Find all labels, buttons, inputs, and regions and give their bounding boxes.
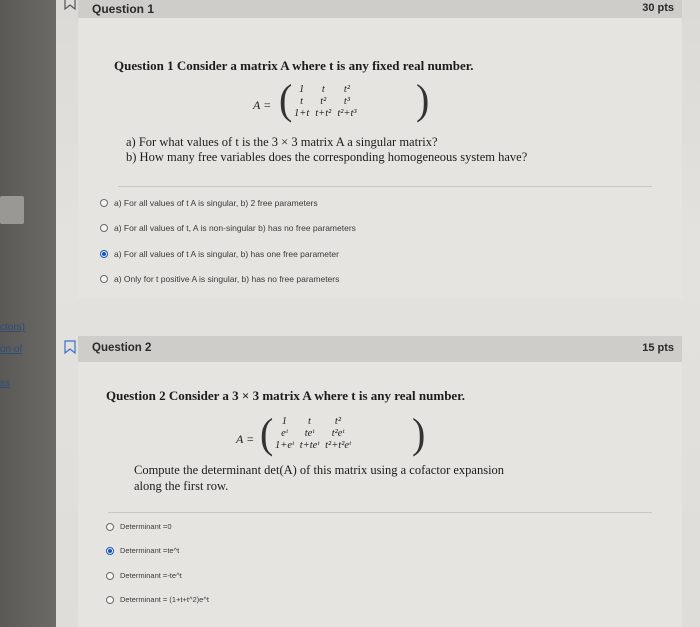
radio-button[interactable]	[100, 199, 108, 207]
question-2-instruction-line-1: Compute the determinant det(A) of this matrix using a cofactor expansion	[134, 463, 505, 477]
question-1-part-a: a) For what values of t is the 3 × 3 matrix A a singular matrix?	[126, 135, 438, 149]
matrix-cell: 1+eᵗ	[275, 440, 294, 451]
matrix-cell: t²+t³	[337, 108, 357, 119]
matrix-cell: t²+t²eᵗ	[325, 440, 351, 451]
radio-button[interactable]	[100, 275, 108, 283]
matrix-cell: t²	[343, 84, 350, 95]
matrix-cell: t+teᵗ	[299, 440, 320, 451]
question-2-title: Question 2	[92, 342, 152, 354]
sidebar-link-1[interactable]: ctors)	[0, 322, 25, 333]
browser-left-strip	[0, 0, 58, 627]
matrix-cell: t²	[334, 416, 341, 427]
matrix-cell: t	[321, 84, 325, 95]
option-label: Determinant =-te^t	[120, 571, 182, 580]
question-2-prompt: Question 2 Consider a 3 × 3 matrix A where t is any real number.	[106, 388, 466, 403]
matrix-cell: 1+t	[294, 108, 310, 119]
question-2-points: 15 pts	[642, 342, 674, 354]
question-2-option-1[interactable]	[106, 522, 172, 531]
question-2-matrix	[236, 410, 446, 462]
matrix-left-paren: (	[279, 75, 293, 124]
option-label: a) For all values of t A is singular, b) has one free parameter	[114, 249, 339, 259]
quiz-page	[56, 0, 700, 627]
matrix-cell: teᵗ	[304, 428, 315, 439]
question-1-option-4[interactable]	[100, 274, 339, 284]
matrix-cell: 1	[299, 84, 305, 95]
option-label: Determinant = (1+t+t^2)e^t	[120, 595, 209, 604]
question-2-option-3[interactable]	[106, 571, 182, 580]
option-label: a) For all values of t A is singular, b) 2 free parameters	[114, 198, 318, 208]
option-label: Determinant =0	[120, 522, 172, 531]
matrix-cell: eᵗ	[281, 428, 288, 439]
matrix-right-paren: )	[412, 409, 426, 458]
options-divider	[108, 512, 652, 513]
radio-button-selected[interactable]	[100, 250, 108, 258]
radio-button[interactable]	[106, 572, 114, 580]
matrix-cell: t+t²	[315, 108, 332, 119]
question-1-matrix	[253, 75, 453, 128]
sidebar-link-2[interactable]: on of	[0, 344, 23, 355]
question-2-instruction-line-2: along the first row.	[134, 479, 229, 493]
radio-button[interactable]	[106, 596, 114, 604]
question-1-body	[78, 18, 682, 298]
matrix-cell: t²eᵗ	[331, 428, 345, 439]
question-1-option-2[interactable]	[100, 223, 356, 233]
matrix-cell: t	[307, 416, 311, 427]
question-2-option-4[interactable]	[106, 595, 209, 604]
question-1-points: 30 pts	[642, 2, 674, 14]
question-1-prompt: Question 1 Consider a matrix A where t is any fixed real number.	[114, 58, 474, 73]
matrix-label: A =	[253, 98, 272, 112]
sidebar-link-3[interactable]: ss	[0, 378, 10, 389]
matrix-cell: t²	[320, 96, 327, 107]
radio-button[interactable]	[100, 224, 108, 232]
matrix-right-paren: )	[416, 75, 430, 124]
question-2-body	[78, 362, 682, 627]
sidebar-button[interactable]	[0, 196, 24, 224]
bookmark-flag-icon[interactable]	[64, 0, 76, 10]
question-1-option-3[interactable]	[100, 249, 339, 259]
option-label: a) Only for t positive A is singular, b) has no free parameters	[114, 274, 340, 284]
option-label: Determinant =te^t	[120, 546, 180, 555]
bookmark-flag-icon[interactable]	[64, 340, 76, 354]
question-1-title: Question 1	[92, 2, 155, 16]
option-label: a) For all values of t, A is non-singular b) has no free parameters	[114, 223, 356, 233]
question-1-header	[78, 0, 682, 19]
radio-button-selected[interactable]	[106, 547, 114, 555]
radio-button[interactable]	[106, 523, 114, 531]
question-2-option-2[interactable]	[106, 546, 179, 555]
matrix-cell: 1	[281, 416, 287, 427]
matrix-left-paren: (	[260, 409, 274, 458]
question-1-option-1[interactable]	[100, 198, 318, 208]
matrix-label: A =	[236, 432, 255, 446]
matrix-cell: t	[300, 96, 304, 107]
options-divider	[118, 186, 652, 187]
question-2-header	[78, 336, 682, 363]
matrix-cell: t³	[343, 96, 350, 107]
question-1-part-b: b) How many free variables does the corresponding homogeneous system have?	[126, 150, 528, 164]
